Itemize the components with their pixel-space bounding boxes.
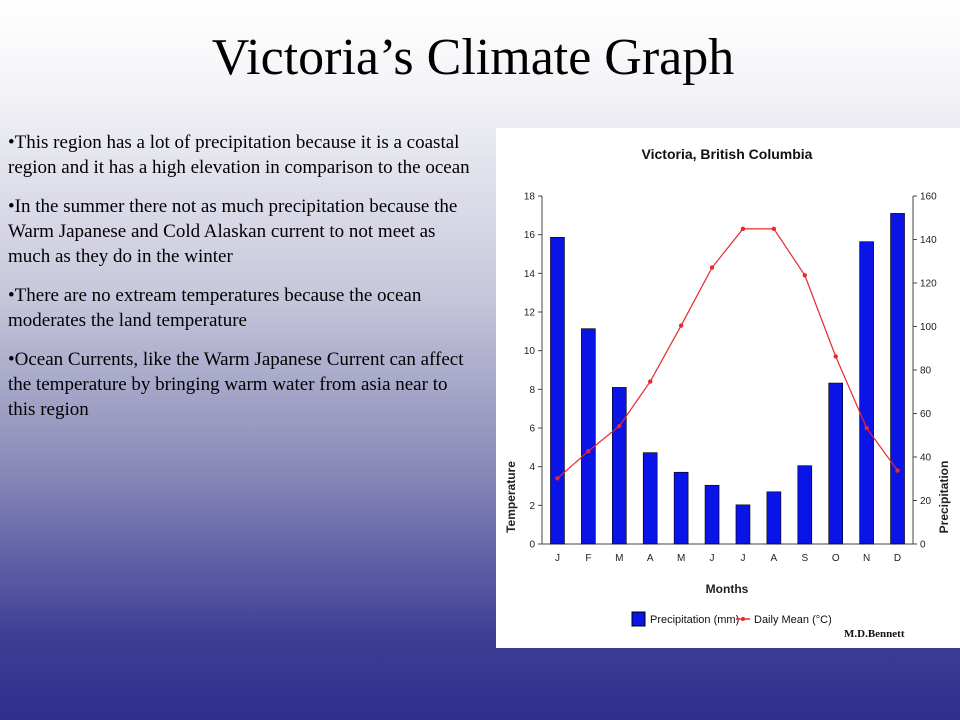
temperature-point (895, 468, 899, 472)
slide-title: Victoria’s Climate Graph (211, 29, 735, 86)
precipitation-bar (643, 453, 657, 544)
temperature-point (679, 323, 683, 327)
legend-label-daily-mean: Daily Mean (°C) (754, 614, 832, 626)
legend-bar-swatch (632, 612, 645, 626)
left-axis-label: Temperature (504, 461, 518, 533)
left-tick-label: 14 (523, 268, 535, 280)
x-tick-label: S (801, 553, 809, 564)
temperature-point (555, 476, 559, 480)
x-tick-label: M (676, 553, 686, 564)
right-tick-label: 20 (920, 496, 932, 507)
x-axis-label: Months (705, 582, 749, 596)
left-tick-label: 0 (529, 539, 535, 551)
bullet-item: • Ocean Currents, like the Warm Japanese Current can affect the temperature by bringing warm water from asia near to this region (8, 347, 478, 422)
bullet-item: • In the summer there not as much precipitation because the Warm Japanese and Cold Alaskan current to not meet as much as they do in the winter (8, 194, 478, 269)
left-tick-label: 2 (529, 500, 535, 512)
temperature-point (834, 354, 838, 358)
temperature-point (710, 265, 714, 269)
x-tick-label: A (646, 553, 654, 564)
temperature-point (617, 424, 621, 428)
x-tick-label: O (831, 553, 840, 564)
chart-title: Victoria, British Columbia (641, 146, 813, 162)
precipitation-bar (736, 505, 750, 544)
x-tick-label: D (893, 553, 902, 564)
left-tick-label: 16 (523, 230, 535, 242)
climate-chart-panel (496, 128, 960, 648)
right-tick-label: 60 (920, 409, 932, 420)
chart-credit: M.D.Bennett (844, 628, 905, 640)
left-tick-label: 8 (529, 384, 535, 396)
right-tick-label: 0 (920, 539, 926, 551)
chart-legend (632, 612, 832, 626)
temperature-point (741, 227, 745, 231)
temperature-line (557, 229, 897, 478)
legend-line-marker (741, 617, 745, 621)
precipitation-bar (674, 472, 688, 544)
bullet-list (8, 130, 478, 436)
x-tick-label: J (554, 553, 560, 564)
right-tick-label: 140 (920, 235, 937, 246)
left-tick-label: 18 (523, 191, 535, 203)
climate-chart (496, 128, 960, 648)
bullet-item: • This region has a lot of precipitation because it is a coastal region and it has a high elevation in comparison to the ocean (8, 130, 478, 180)
bullet-item: • There are no extream temperatures because the ocean moderates the land temperature (8, 283, 478, 333)
x-tick-label: M (615, 553, 624, 564)
x-tick-label: J (740, 553, 746, 564)
legend-label-precipitation: Precipitation (mm) (650, 614, 740, 626)
x-tick-label: J (709, 553, 715, 564)
x-tick-label: N (863, 553, 871, 564)
right-tick-label: 40 (920, 452, 932, 464)
right-tick-label: 120 (920, 278, 937, 290)
right-tick-label: 160 (920, 191, 937, 203)
precipitation-bar (767, 492, 781, 544)
x-tick-label: F (585, 553, 592, 564)
precipitation-bar (550, 237, 564, 544)
precipitation-bar (829, 383, 843, 544)
temperature-point (648, 379, 652, 383)
precipitation-bar (581, 329, 595, 544)
temperature-point (772, 227, 776, 231)
left-tick-label: 6 (529, 423, 535, 435)
left-tick-label: 10 (523, 346, 535, 358)
left-tick-label: 12 (523, 307, 535, 319)
precipitation-bar (705, 485, 719, 544)
precipitation-bar (860, 242, 874, 544)
temperature-point (803, 273, 807, 277)
x-tick-label: A (770, 553, 778, 564)
right-tick-label: 80 (920, 365, 932, 377)
precipitation-bar (891, 213, 905, 544)
right-axis-label: Precipitation (937, 460, 951, 534)
left-tick-label: 4 (529, 462, 535, 474)
precipitation-bar (612, 387, 626, 544)
precipitation-bar (798, 466, 812, 544)
right-tick-label: 100 (920, 322, 937, 333)
temperature-point (864, 426, 868, 430)
temperature-point (586, 449, 590, 453)
